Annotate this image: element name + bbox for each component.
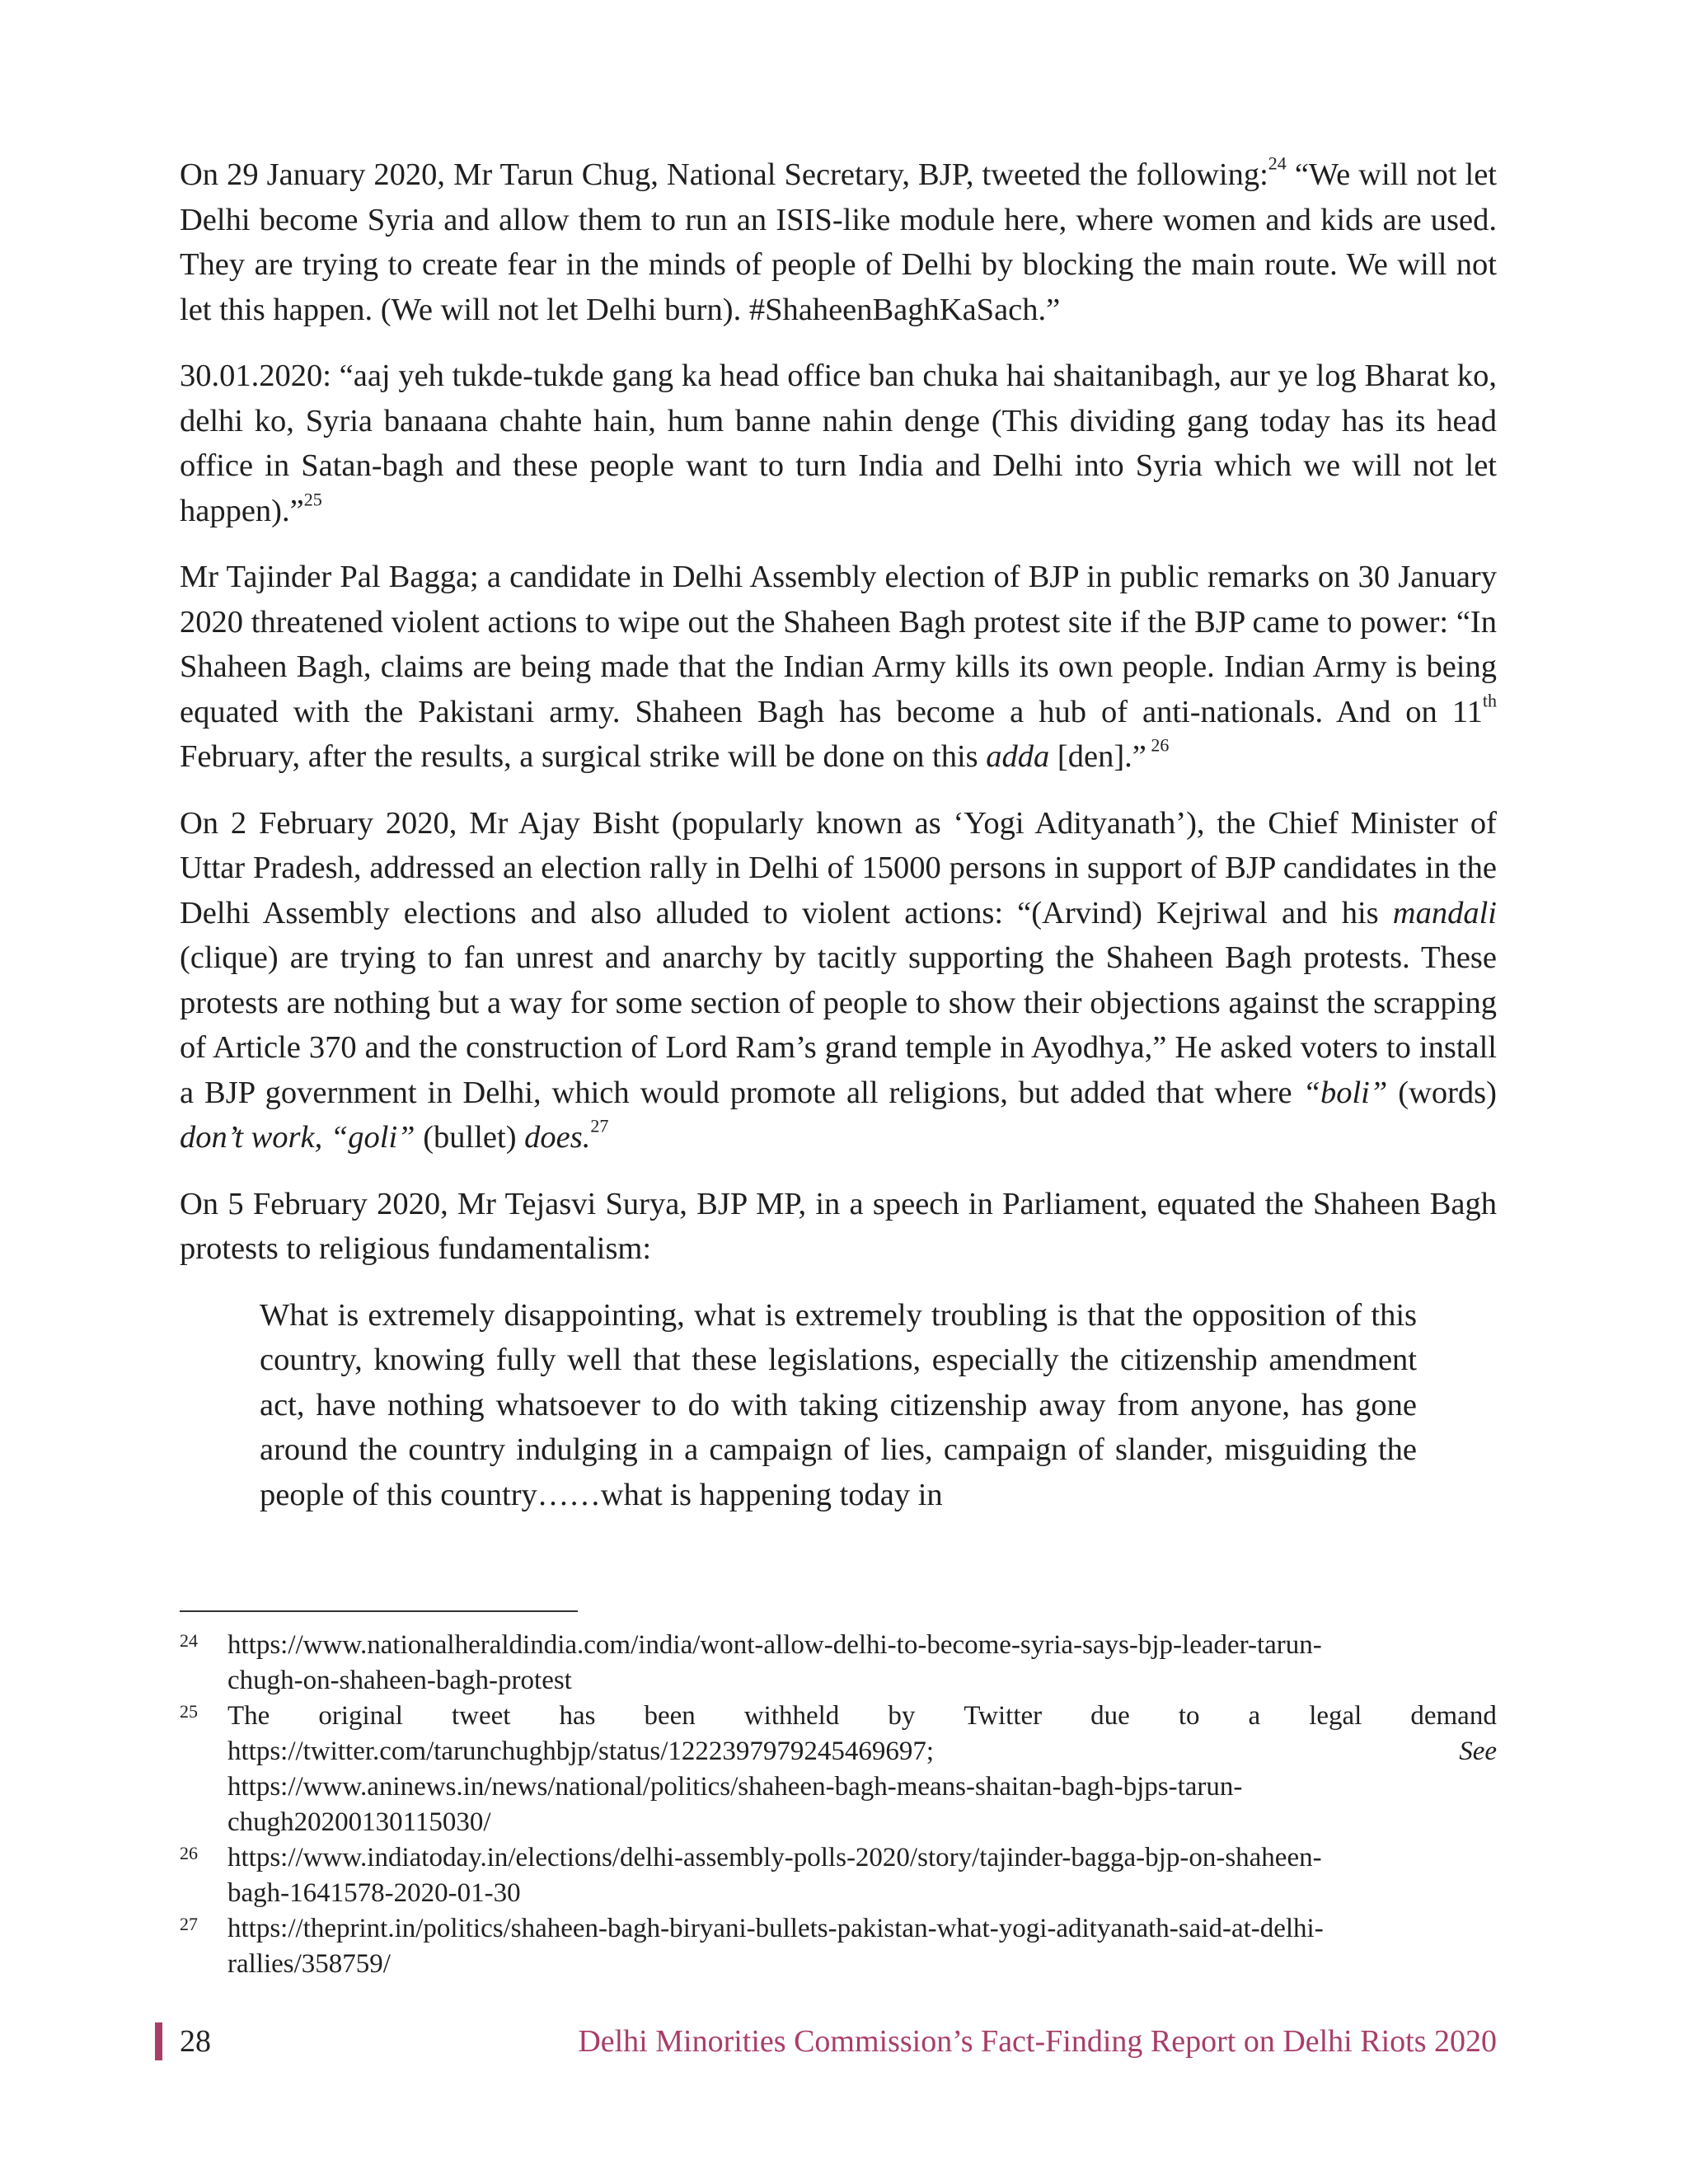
italic-term-adda: adda: [986, 739, 1050, 774]
footnote-link-continued[interactable]: chugh-on-shaheen-bagh-protest: [227, 1666, 572, 1695]
italic-term-goli: don’t work, “goli”: [180, 1120, 415, 1155]
footnote-ref-26[interactable]: 26: [1146, 734, 1170, 756]
footnote-word: tweet: [452, 1701, 511, 1731]
footnote-word: by: [888, 1701, 916, 1731]
paragraph-text: On 29 January 2020, Mr Tarun Chug, National Secretary, BJP, tweeted the following:: [180, 157, 1268, 192]
footnote-word: The: [227, 1701, 270, 1731]
paragraph-bagga-remarks: [180, 555, 1497, 780]
paragraph-text: (clique) are trying to fan unrest and anarchy by tacitly supporting the Shaheen Bagh protests. These protests are nothing but a way for some section of people to show their objections against the scrapping of Article 370 and the construction of Lord Ram’s grand temple in Ayodhya,” He asked voters to install a BJP government in Delhi, which would promote all religions, but added that where: [180, 940, 1497, 1110]
paragraph-surya-speech: On 5 February 2020, Mr Tejasvi Surya, BJP MP, in a speech in Parliament, equated the Shaheen Bagh protests to religious fundamentalism:: [180, 1186, 1497, 1266]
footnote-number: 24: [180, 1630, 198, 1651]
footnote-text: [227, 1699, 1497, 1734]
footnote-link-row: [227, 1734, 1497, 1769]
footnote-link-continued[interactable]: chugh20200130115030/: [227, 1807, 491, 1837]
block-quote-surya: What is extremely disappointing, what is extremely troubling is that the opposition of this country, knowing fully well that these legislations, especially the citizenship amendment act, have nothing whatsoever to do with taking citizenship away from anyone, has gone around the country indulging in a campaign of lies, campaign of slander, misguiding the people of this country……what is happening today in: [260, 1297, 1417, 1512]
paragraph-text: [den].”: [1049, 739, 1146, 774]
footnote-number: 25: [180, 1701, 198, 1722]
footnote-link-continued[interactable]: bagh-1641578-2020-01-30: [227, 1878, 521, 1908]
footnote-link[interactable]: https://theprint.in/politics/shaheen-bagh-biryani-bullets-pakistan-what-yogi-adityanath-said-at-delhi-: [227, 1914, 1324, 1943]
paragraph-text: (bullet): [415, 1120, 525, 1155]
footnote-word: been: [644, 1701, 696, 1731]
footnote-27: [180, 1911, 1497, 1982]
footnote-ref-25[interactable]: 25: [303, 488, 322, 509]
footnote-ref-24[interactable]: 24: [1268, 152, 1287, 174]
footnote-divider: [180, 1610, 578, 1612]
paragraph-text: February, after the results, a surgical strike will be done on this: [180, 739, 987, 774]
footnote-word: original: [318, 1701, 403, 1731]
footnote-link[interactable]: https://www.nationalheraldindia.com/india/wont-allow-delhi-to-become-syria-says-bjp-leader-tarun-: [227, 1630, 1322, 1660]
body-text: [180, 152, 1497, 1517]
footnote-word: Twitter: [964, 1701, 1043, 1731]
paragraph-text: Mr Tajinder Pal Bagga; a candidate in Delhi Assembly election of BJP in public remarks on 30 January 2020 threatened violent actions to wipe out the Shaheen Bagh protest site if the BJP came to power: “In Shaheen Bagh, claims are being made that the Indian Army kills its own people. Indian Army is being equated with the Pakistani army. Shaheen Bagh has become a hub of anti-nationals. And on 11: [180, 560, 1497, 729]
footnote-24: [180, 1628, 1497, 1699]
italic-term-mandali: mandali: [1392, 895, 1497, 930]
footnote-word: a: [1248, 1701, 1261, 1731]
footnote-link[interactable]: https://www.indiatoday.in/elections/delhi-assembly-polls-2020/story/tajinder-bagga-bjp-on-shaheen-: [227, 1843, 1322, 1872]
page-footer: [155, 2021, 1497, 2062]
footnote-link[interactable]: https://twitter.com/tarunchughbjp/status/1222397979245469697;: [227, 1736, 935, 1766]
footer-accent-bar: [155, 2022, 162, 2060]
footnote-word: legal: [1309, 1701, 1362, 1731]
footnote-26: [180, 1840, 1497, 1911]
paragraph-text: “We will not let Delhi become Syria and allow them to run an ISIS-like module here, where women and kids are used. They are trying to create fear in the minds of people of Delhi by blocking the main route. We will not let this happen. (We will not let Delhi burn). #ShaheenBaghKaSach.”: [180, 157, 1497, 327]
ordinal-suffix: th: [1482, 689, 1497, 710]
footnote-number: 27: [180, 1914, 198, 1934]
footnote-word: due: [1090, 1701, 1130, 1731]
footnotes: [180, 1628, 1497, 1982]
paragraph-text: 30.01.2020: “aaj yeh tukde-tukde gang ka head office ban chuka hai shaitanibagh, aur ye log Bharat ko, delhi ko, Syria banaana chahte hain, hum banne nahin denge (This dividing gang today has its head office in Satan-bagh and these people want to turn India and Delhi into Syria which we will not let happen).”: [180, 359, 1497, 528]
footnote-25: [180, 1699, 1497, 1840]
running-title: Delhi Minorities Commission’s Fact-Finding Report on Delhi Riots 2020: [578, 2024, 1497, 2059]
footnote-number: 26: [180, 1843, 198, 1863]
footnote-word: demand: [1410, 1701, 1497, 1731]
paragraph-text: On 2 February 2020, Mr Ajay Bisht (popularly known as ‘Yogi Adityanath’), the Chief Minister of Uttar Pradesh, addressed an election rally in Delhi of 15000 persons in support of BJP candidates in the Delhi Assembly elections and also alluded to violent actions: “(Arvind) Kejriwal and his: [180, 805, 1497, 930]
italic-term-boli: “boli”: [1302, 1075, 1388, 1110]
paragraph-text: (words): [1387, 1075, 1497, 1110]
footnote-ref-27[interactable]: 27: [590, 1115, 609, 1137]
footnote-word: to: [1178, 1701, 1200, 1731]
footnote-link[interactable]: https://www.aninews.in/news/national/politics/shaheen-bagh-means-shaitan-bagh-bjps-tarun-: [227, 1772, 1243, 1802]
paragraph-chug-tweet: [180, 152, 1497, 332]
footnote-see: See: [1459, 1736, 1497, 1766]
footnote-word: has: [559, 1701, 596, 1731]
footnote-word: withheld: [743, 1701, 840, 1731]
page-number: 28: [180, 2024, 211, 2059]
paragraph-adityanath-rally: [180, 801, 1497, 1160]
paragraph-shaitanibagh-quote: [180, 354, 1497, 533]
footnote-link-continued[interactable]: rallies/358759/: [227, 1949, 391, 1979]
italic-term-does: does.: [524, 1120, 591, 1155]
